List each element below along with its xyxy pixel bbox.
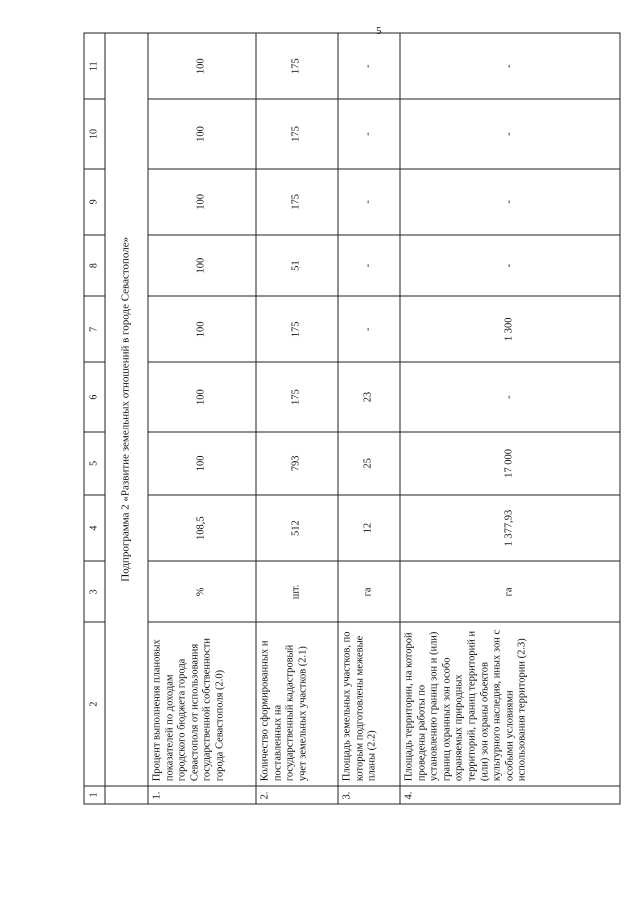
- value-cell-5: 17 000: [400, 432, 620, 495]
- value-cell-4: 12: [338, 495, 400, 561]
- value-cell-7: 175: [256, 296, 338, 362]
- value-cell-9: -: [338, 169, 400, 235]
- row-number: 4.: [400, 786, 620, 804]
- value-cell-6: 23: [338, 362, 400, 431]
- table-row: [400, 33, 620, 804]
- rotated-table-wrapper: [84, 33, 621, 805]
- unit-cell: га: [338, 561, 400, 622]
- value-cell-5: 25: [338, 432, 400, 495]
- row-number: 3.: [338, 786, 400, 804]
- page-number: 5: [376, 25, 382, 37]
- value-cell-10: 100: [148, 99, 256, 168]
- indicator-name: Площадь земельных участков, по которым подготовлены межевые планы (2.2): [338, 622, 400, 785]
- col-num-4: 4: [84, 495, 105, 561]
- column-number-row: [84, 33, 105, 804]
- row-number: 2.: [256, 786, 338, 804]
- table-row: [256, 33, 338, 804]
- indicator-name: Площадь территории, на которой проведены работы по установлению границ зон и (или) границ охранных зон особо охраняемых природных территорий, границ территорий и (или) зон охраны объектов культурного наследия, иных зон с особыми условиями использования территории (2.3): [400, 622, 620, 785]
- value-cell-7: 100: [148, 296, 256, 362]
- value-cell-10: 175: [256, 99, 338, 168]
- table-row: [338, 33, 400, 804]
- col-num-9: 9: [84, 169, 105, 235]
- subprogram-row: [105, 33, 148, 804]
- value-cell-6: 175: [256, 362, 338, 431]
- value-cell-10: -: [338, 99, 400, 168]
- value-cell-4: 1 377,93: [400, 495, 620, 561]
- indicator-name: Количество сформированных и поставленных на государственный кадастровый учет земельных участков (2.1): [256, 622, 338, 785]
- value-cell-8: 51: [256, 235, 338, 296]
- col-num-11: 11: [84, 33, 105, 99]
- col-num-7: 7: [84, 296, 105, 362]
- value-cell-6: -: [400, 362, 620, 431]
- unit-cell: га: [400, 561, 620, 622]
- value-cell-11: 100: [148, 33, 256, 99]
- value-cell-7: 1 300: [400, 296, 620, 362]
- value-cell-9: -: [400, 169, 620, 235]
- value-cell-11: 175: [256, 33, 338, 99]
- indicators-table: [84, 33, 621, 805]
- value-cell-10: -: [400, 99, 620, 168]
- col-num-5: 5: [84, 432, 105, 495]
- indicator-name: Процент выполнения плановых показателей по доходам городского бюджета города Севастополя от использования государственной собственности города Севастополя (2.0): [148, 622, 256, 785]
- col-num-6: 6: [84, 362, 105, 431]
- unit-cell: шт.: [256, 561, 338, 622]
- value-cell-8: -: [400, 235, 620, 296]
- value-cell-9: 100: [148, 169, 256, 235]
- col-num-10: 10: [84, 99, 105, 168]
- col-num-8: 8: [84, 235, 105, 296]
- value-cell-5: 793: [256, 432, 338, 495]
- col-num-2: 2: [84, 622, 105, 785]
- row-number: 1.: [148, 786, 256, 804]
- value-cell-9: 175: [256, 169, 338, 235]
- unit-cell: %: [148, 561, 256, 622]
- value-cell-5: 100: [148, 432, 256, 495]
- subprogram-spacer: [105, 786, 148, 804]
- subprogram-title: Подпрограмма 2 «Развитие земельных отношений в городе Севастополе»: [105, 33, 148, 786]
- value-cell-6: 100: [148, 362, 256, 431]
- value-cell-7: -: [338, 296, 400, 362]
- value-cell-4: 512: [256, 495, 338, 561]
- col-num-1: 1: [84, 786, 105, 804]
- table-row: [148, 33, 256, 804]
- value-cell-11: -: [338, 33, 400, 99]
- value-cell-8: -: [338, 235, 400, 296]
- value-cell-4: 108,5: [148, 495, 256, 561]
- col-num-3: 3: [84, 561, 105, 622]
- value-cell-8: 100: [148, 235, 256, 296]
- value-cell-11: -: [400, 33, 620, 99]
